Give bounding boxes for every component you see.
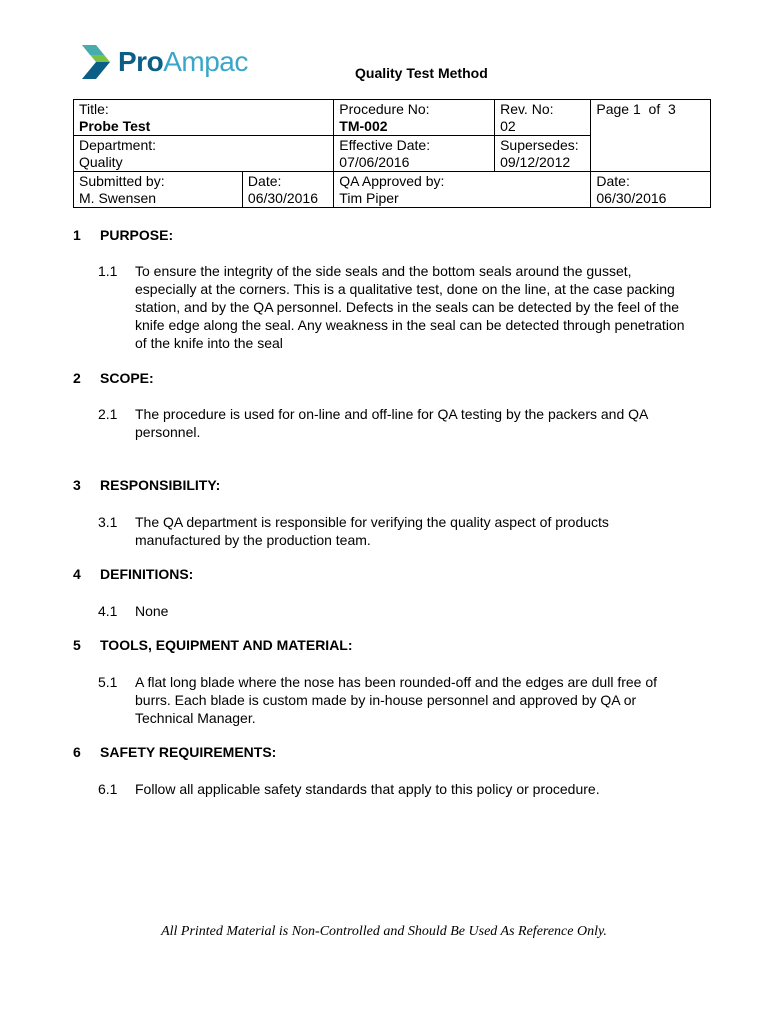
submitted-by-value: M. Swensen [79,190,157,206]
document-header-table [73,99,711,208]
proampac-chevron-icon [82,45,112,79]
section-title: SAFETY REQUIREMENTS: [100,744,277,760]
footer-disclaimer: All Printed Material is Non-Controlled and Should Be Used As Reference Only. [161,924,607,939]
title-cell: Title: Probe Test [74,100,334,136]
submitted-by-cell: Submitted by: M. Swensen [74,172,243,208]
supersedes-value: 09/12/2012 [500,154,571,170]
item-number: 3.1 [98,514,118,530]
rev-cell: Rev. No: 02 [495,100,591,136]
list-item [98,602,695,620]
section-title: DEFINITIONS: [100,566,194,582]
section-number: 4 [73,566,81,582]
section-number: 5 [73,637,81,653]
list-item [98,405,695,441]
qa-approved-cell: QA Approved by: Tim Piper [334,172,591,208]
rev-value: 02 [500,118,516,134]
item-text: Follow all applicable safety standards that apply to this policy or procedure. [135,781,600,797]
submitted-date-cell: Date: 06/30/2016 [242,172,333,208]
effective-date-cell: Effective Date: 07/06/2016 [334,136,495,172]
section-number: 1 [73,227,81,243]
list-item [98,513,695,549]
item-number: 5.1 [98,674,118,690]
section-title: SCOPE: [100,370,154,386]
item-number: 1.1 [98,263,118,279]
item-text: The QA department is responsible for verifying the quality aspect of products manufactured by the production team. [135,514,609,548]
logo-wordmark: ProAmpac [118,46,248,77]
item-text: None [135,603,169,619]
item-number: 2.1 [98,406,118,422]
list-item [98,673,695,727]
item-number: 4.1 [98,603,118,619]
department-cell: Department: Quality [74,136,334,172]
department-value: Quality [79,154,123,170]
section-scope [73,370,154,386]
page-cell [591,100,711,172]
supersedes-cell: Supersedes: 09/12/2012 [495,136,591,172]
list-item [98,780,695,798]
section-number: 2 [73,370,81,386]
document-title: Quality Test Method [355,65,488,81]
page-number: Page 1 of 3 [596,101,676,117]
section-responsibility [73,477,220,493]
effective-date-value: 07/06/2016 [339,154,410,170]
procedure-cell: Procedure No: TM-002 [334,100,495,136]
approved-date-cell: Date: 06/30/2016 [591,172,711,208]
item-number: 6.1 [98,781,118,797]
approved-date-value: 06/30/2016 [596,190,667,206]
company-logo [82,44,248,80]
section-safety [73,744,276,760]
list-item [98,262,695,352]
title-value: Probe Test [79,118,151,134]
procedure-value: TM-002 [339,118,388,134]
item-text: A flat long blade where the nose has been rounded-off and the edges are dull free of burrs. Each blade is custom made by in-house personnel and approved by QA or Technical Manager. [135,674,658,726]
qa-approved-value: Tim Piper [339,190,399,206]
section-title: TOOLS, EQUIPMENT AND MATERIAL: [100,637,353,653]
section-number: 6 [73,744,81,760]
section-title: PURPOSE: [100,227,174,243]
item-text: The procedure is used for on-line and off-line for QA testing by the packers and QA personnel. [135,406,648,440]
item-text: To ensure the integrity of the side seals and the bottom seals around the gusset, especially at the corners. This is a qualitative test, done on the line, at the case packing station, and by the QA personnel. Defects in the seals can be detected by the feel of the knife edge along the seal. Any weakness in the seal can be detected through penetration of the knife into the seal [135,263,685,351]
section-number: 3 [73,477,81,493]
section-purpose [73,227,173,243]
submitted-date-value: 06/30/2016 [247,190,318,206]
section-title: RESPONSIBILITY: [100,477,221,493]
section-definitions [73,566,193,582]
section-tools [73,637,353,653]
